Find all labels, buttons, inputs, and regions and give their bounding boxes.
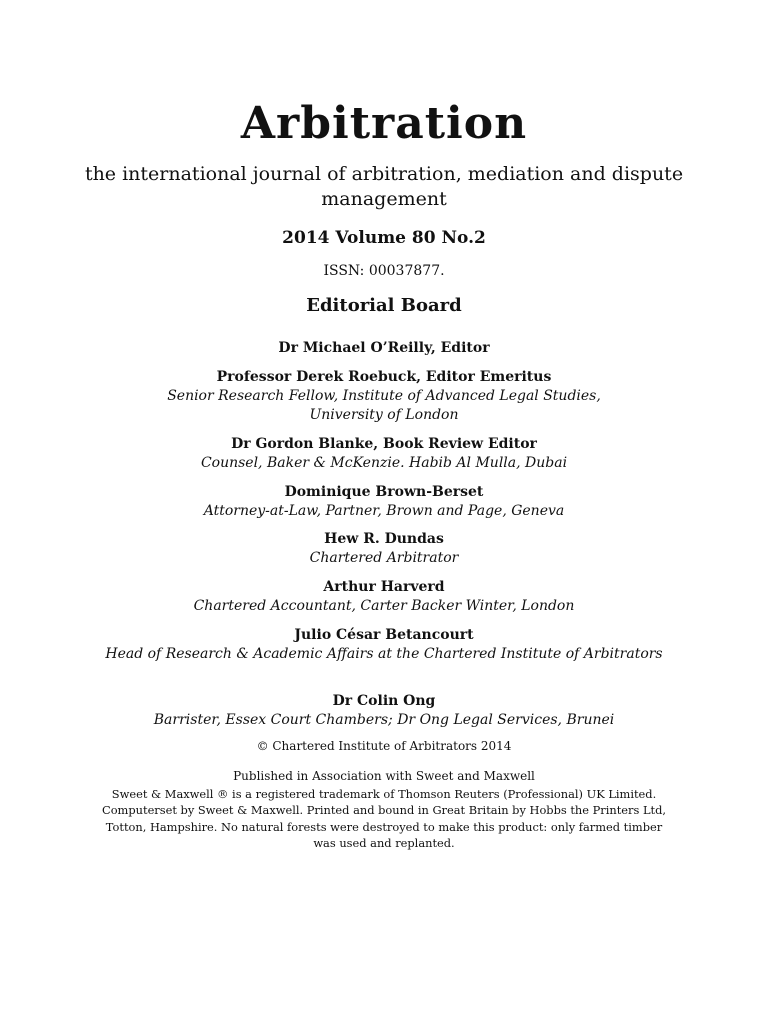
volume-issue: 2014 Volume 80 No.2 [282, 228, 486, 248]
publisher-association: Published in Association with Sweet and Maxwell [233, 769, 535, 783]
member-role: Chartered Accountant, Carter Backer Winter, London [193, 598, 575, 614]
editorial-board-member [100, 626, 668, 664]
editorial-board-member [100, 692, 668, 730]
member-role: Chartered Arbitrator [309, 550, 459, 566]
member-name: Hew R. Dundas [324, 531, 444, 547]
member-role: Attorney-at-Law, Partner, Brown and Page, Geneva [203, 503, 565, 519]
member-role: Counsel, Baker & McKenzie. Habib Al Mulla, Dubai [200, 455, 568, 471]
member-name: Dr Michael O’Reilly, Editor [278, 340, 490, 356]
issn-number: ISSN: 00037877. [323, 263, 445, 279]
editorial-board-heading: Editorial Board [306, 295, 462, 316]
member-name: Dr Colin Ong [332, 693, 436, 709]
member-name: Dominique Brown-Berset [284, 484, 484, 500]
member-role: Barrister, Essex Court Chambers; Dr Ong Legal Services, Brunei [153, 712, 615, 728]
editorial-board-member [100, 368, 668, 425]
member-name: Professor Derek Roebuck, Editor Emeritus [216, 369, 552, 385]
member-name: Dr Gordon Blanke, Book Review Editor [231, 436, 537, 452]
editorial-board-member [100, 483, 668, 521]
member-name: Julio César Betancourt [294, 627, 474, 643]
trademark-printing-notice: Sweet & Maxwell ® is a registered trademark of Thomson Reuters (Professional) UK Limited. Computerset by Sweet & Maxwell. Printed and bound in Great Britain by Hobbs the Printers Ltd, Totton, Hampshire. No natural forests were destroyed to make this product: only farmed timber was used and replanted. [101, 787, 666, 851]
member-role: Senior Research Fellow, Institute of Advanced Legal Studies, University of London [167, 388, 601, 423]
editorial-board-member [100, 578, 668, 616]
editorial-board-member [100, 530, 668, 568]
journal-title: Arbitration [240, 98, 528, 149]
copyright-notice: © Chartered Institute of Arbitrators 2014 [256, 739, 512, 753]
member-role: Head of Research & Academic Affairs at the Chartered Institute of Arbitrators [105, 646, 663, 662]
member-name: Arthur Harverd [323, 579, 445, 595]
editorial-board-member [100, 435, 668, 473]
editorial-board-member [100, 339, 668, 358]
journal-subtitle: the international journal of arbitration, mediation and dispute management [84, 163, 684, 210]
